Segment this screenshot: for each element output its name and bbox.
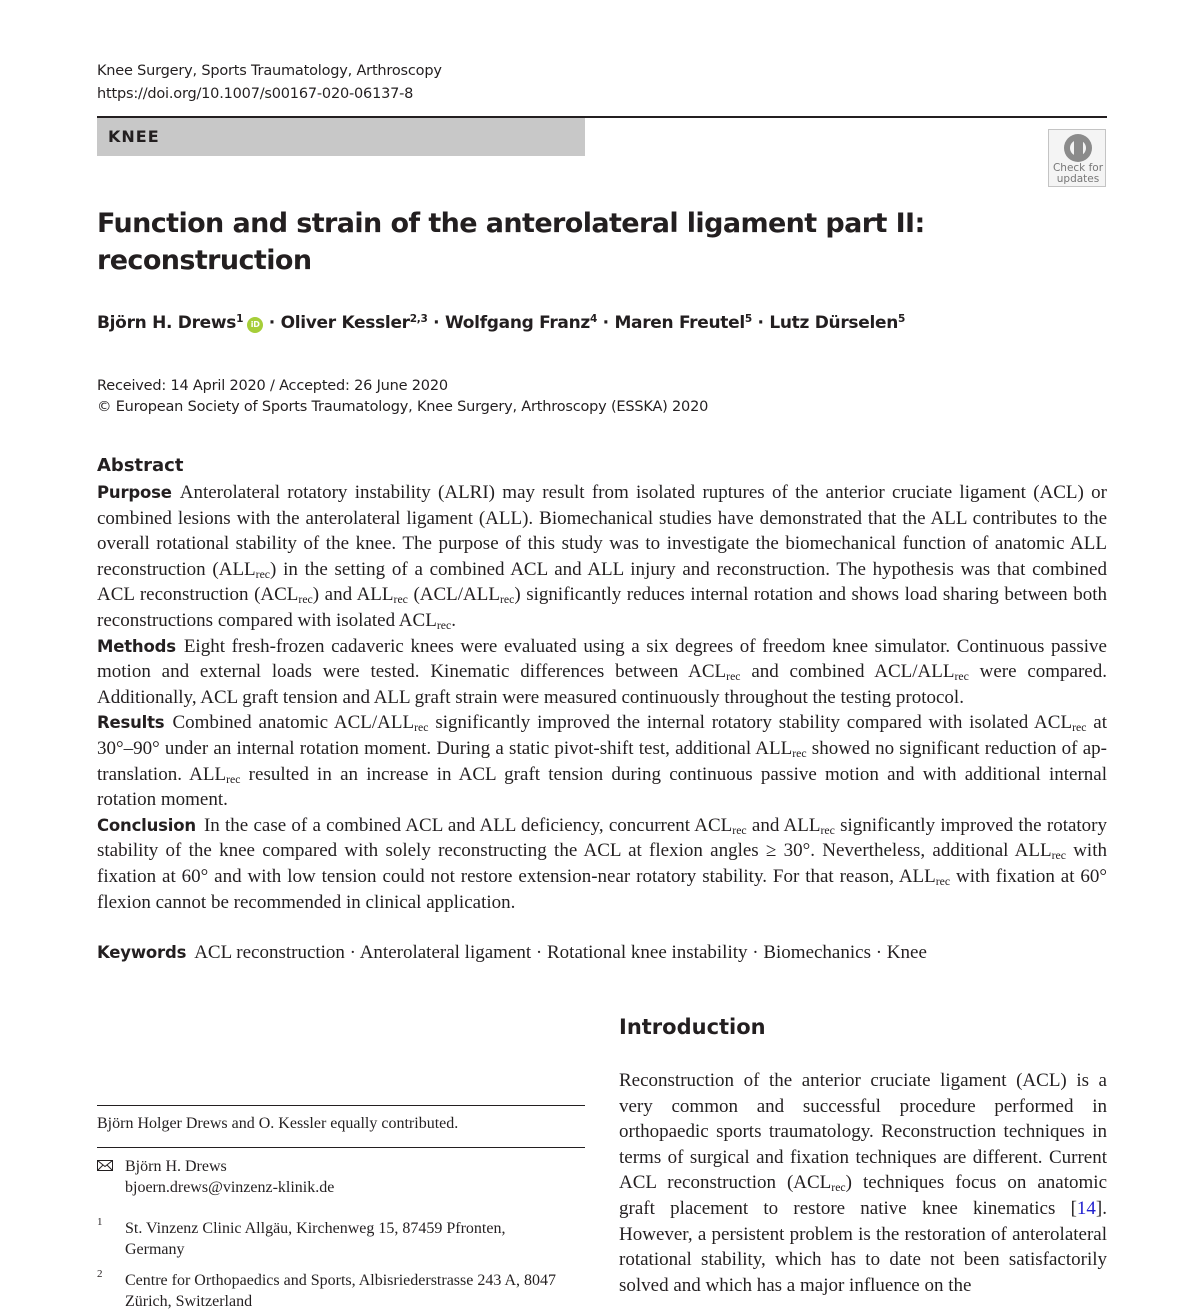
text-run: ) techniques focus on anatomic graft placement to restore native knee kinematics [ [619, 1172, 1107, 1219]
copyright: © European Society of Sports Traumatology, Knee Surgery, Arthroscopy (ESSKA) 2020 [97, 399, 709, 415]
author-separator: · [751, 313, 770, 333]
abstract-purpose [97, 480, 1107, 634]
corresponding-author [125, 1156, 334, 1198]
results-label: Results [97, 713, 165, 733]
abstract-body [97, 480, 1107, 915]
methods-label: Methods [97, 636, 176, 656]
affiliation-2: Centre for Orthopaedics and Sports, Albisriederstrasse 243 A, 8047 Zürich, Switzerland [125, 1272, 557, 1310]
text-run: In the case of a combined ACL and ALL deficiency, concurrent ACL [203, 814, 733, 836]
author-name: Lutz Dürselen [769, 313, 899, 333]
text-run: ) significantly reduces internal rotation and shows load sharing between both reconstructions compared with isolated ACL [97, 584, 1107, 631]
check-for-updates-badge[interactable] [1048, 129, 1106, 187]
text-run: were compared. Additionally, ACL graft tension and ALL graft strain were measured continuously throughout the testing protocol. [97, 661, 1107, 708]
check-for-updates-label: Check for updates [1052, 162, 1104, 185]
journal-name: Knee Surgery, Sports Traumatology, Arthroscopy [97, 63, 442, 79]
author-affiliation: 5 [898, 313, 906, 326]
corresponding-name: Björn H. Drews [125, 1158, 227, 1175]
article-dates [97, 376, 708, 418]
affiliation-number: 1 [97, 1216, 103, 1228]
text-run: and combined ACL/ALL [740, 661, 955, 683]
subscript: rec [831, 1181, 846, 1195]
author-affiliation: 4 [590, 313, 598, 326]
citation-link[interactable]: 14 [1076, 1197, 1096, 1219]
envelope-icon [97, 1160, 113, 1171]
author-list [97, 313, 905, 333]
contribution-note: Björn Holger Drews and O. Kessler equally contributed. [97, 1115, 459, 1132]
subscript: rec [792, 746, 807, 760]
subscript: rec [298, 593, 313, 607]
author-name: Maren Freutel [614, 313, 745, 333]
author-affiliation: 2,3 [409, 313, 428, 326]
received-accepted: Received: 14 April 2020 / Accepted: 26 June 2020 [97, 378, 448, 394]
author-separator: · [427, 313, 445, 333]
footnote-rule [97, 1147, 585, 1148]
section-label: KNEE [108, 127, 160, 146]
subscript: rec [500, 593, 515, 607]
bookmark-icon [1074, 140, 1083, 157]
text-run: and ALL [746, 814, 821, 836]
author-affiliation: 1 [236, 313, 244, 326]
section-bar [97, 118, 585, 156]
keywords [97, 940, 1107, 966]
abstract-heading: Abstract [97, 455, 184, 476]
text-run: Anterolateral rotatory instability (ALRI) may result from isolated ruptures of the anterior cruciate ligament (ACL) or combined lesions with the anterolateral ligament (ALL). Biomechanical studies have demonstrated that the ALL contributes to the overall rotational stability of the knee. The purpose of this study was to investigate the biomechanical function of anatomic ALL reconstruction (ALL [97, 482, 1107, 580]
text-run: resulted in an increase in ACL graft tension during continuous passive motion and with additional internal rotation moment. [97, 763, 1107, 811]
conclusion-label: Conclusion [97, 815, 196, 835]
abstract-methods [97, 634, 1107, 711]
author-name: Oliver Kessler [280, 313, 410, 333]
subscript: rec [226, 772, 241, 786]
keywords-label: Keywords [97, 943, 187, 962]
text-run: with fixation at 60° flexion cannot be recommended in clinical application. [97, 865, 1108, 913]
keywords-text: ACL reconstruction · Anterolateral ligament · Rotational knee instability · Biomechanics · Knee [194, 942, 927, 963]
text-run: . [451, 609, 456, 631]
corresponding-email[interactable]: bjoern.drews@vinzenz-klinik.de [125, 1179, 335, 1196]
subscript: rec [954, 670, 969, 684]
purpose-label: Purpose [97, 483, 172, 502]
introduction-heading: Introduction [619, 1015, 766, 1039]
subscript: rec [414, 721, 429, 735]
journal-header [97, 60, 442, 106]
text-run: ) in the setting of a combined ACL and ALL injury and reconstruction. The hypothesis was that combined ACL reconstruction (ACL [97, 558, 1107, 606]
subscript: rec [935, 874, 951, 888]
subscript: rec [726, 670, 741, 684]
author-separator: · [263, 313, 281, 333]
affiliation-number: 2 [97, 1268, 103, 1280]
subscript: rec [255, 567, 271, 581]
subscript: rec [1072, 721, 1087, 735]
text-run: Eight fresh-frozen cadaveric knees were evaluated using a six degrees of freedom knee simulator. Continuous passive motion and external loads were tested. Kinematic differences between ACL [97, 635, 1107, 683]
author-name: Björn H. Drews [97, 313, 237, 333]
text-run: Reconstruction of the anterior cruciate ligament (ACL) is a very common and successful procedure performed in orthopaedic sports traumatology. Reconstruction techniques in terms of surgical and fixation techniques are different. Current ACL reconstruction (ACL [619, 1070, 1107, 1194]
text-run: at 30°–90° under an internal rotation moment. During a static pivot-shift test, additional ALL [97, 712, 1107, 759]
doi-link[interactable]: https://doi.org/10.1007/s00167-020-06137-8 [97, 86, 414, 102]
subscript: rec [393, 593, 408, 607]
article-title: Function and strain of the anterolateral ligament part II: reconstruction [97, 208, 925, 276]
subscript: rec [732, 823, 747, 837]
text-run: significantly improved the internal rotatory stability compared with isolated ACL [428, 712, 1073, 734]
text-run: with fixation at 60° and with low tension could not restore extension-near rotatory stability. For that reason, ALL [97, 840, 1107, 887]
footnote-rule [97, 1105, 585, 1106]
text-run: showed no significant reduction of ap-translation. ALL [97, 737, 1107, 785]
text-run: ) and ALL [312, 584, 394, 606]
introduction-body [619, 1068, 1107, 1298]
text-run: significantly improved the rotatory stability of the knee compared with solely reconstructing the ACL at flexion angles ≥ 30°. Nevertheless, additional ALL [97, 814, 1108, 862]
author-separator: · [597, 313, 615, 333]
subscript: rec [1051, 849, 1066, 863]
subscript: rec [436, 618, 452, 632]
subscript: rec [820, 823, 835, 837]
author-name: Wolfgang Franz [444, 313, 590, 333]
abstract-conclusion [97, 813, 1107, 915]
text-run: ]. However, a persistent problem is the restoration of anterolateral rotational stability, which has to date not been satisfactorily solved and which has a major influence on the [619, 1197, 1107, 1296]
text-run: (ACL/ALL [407, 584, 500, 606]
orcid-icon[interactable]: iD [247, 317, 263, 333]
text-run: Combined anatomic ACL/ALL [172, 712, 415, 734]
affiliation-1: St. Vinzenz Clinic Allgäu, Kirchenweg 15, 87459 Pfronten, Germany [125, 1220, 506, 1258]
author-affiliation: 5 [744, 313, 752, 326]
abstract-results [97, 710, 1107, 812]
